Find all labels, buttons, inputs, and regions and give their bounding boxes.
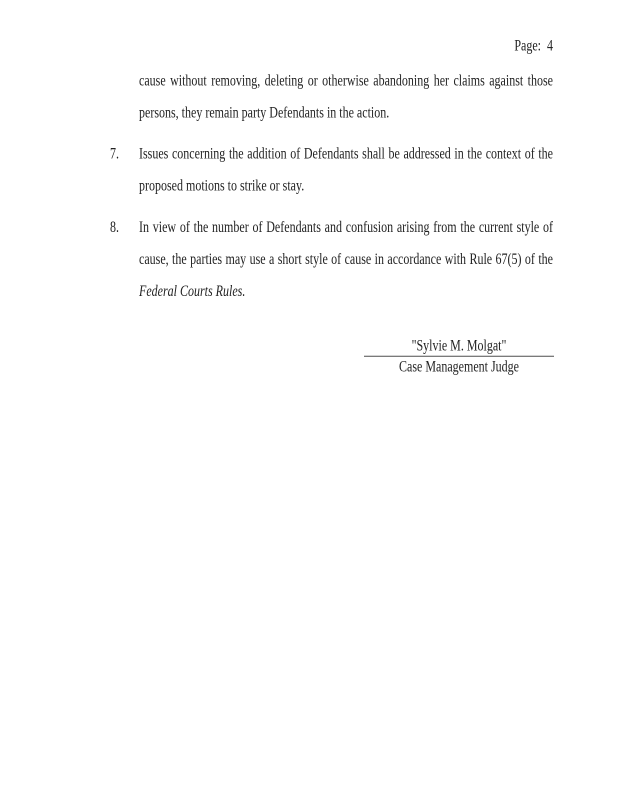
numbered-paragraph-7 xyxy=(110,137,553,201)
text-line: proposed motions to strike or stay. xyxy=(139,175,305,195)
page-number-label: Page: 4 xyxy=(514,35,553,55)
text-line: Federal Courts Rules. xyxy=(139,281,246,300)
numbered-paragraph-8 xyxy=(110,211,553,307)
signature-name: "Sylvie M. Molgat" xyxy=(411,335,507,355)
text-line: cause without removing, deleting or otherwise abandoning her claims against those xyxy=(139,70,553,90)
signature-block xyxy=(364,337,554,374)
signature-title: Case Management Judge xyxy=(399,356,519,376)
paragraph-number: 7. xyxy=(110,143,119,163)
text-line: persons, they remain party Defendants in the action. xyxy=(139,102,390,122)
document-body xyxy=(110,64,553,307)
text-line: cause, the parties may use a short style of cause in accordance with Rule 67(5) of the xyxy=(139,249,553,268)
paragraph-number: 8. xyxy=(110,217,119,236)
text-line: Issues concerning the addition of Defendants shall be addressed in the context of the xyxy=(139,143,553,163)
paragraph-continuation xyxy=(139,64,553,128)
text-line: In view of the number of Defendants and confusion arising from the current style of xyxy=(139,217,553,236)
